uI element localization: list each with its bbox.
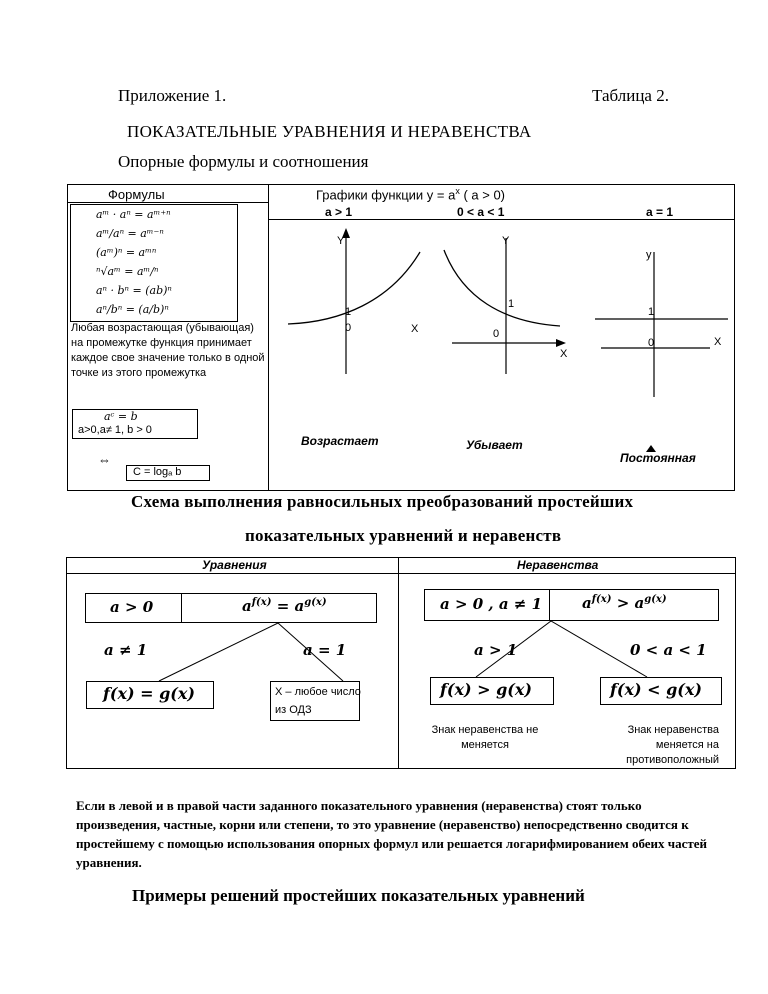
- zero-label: 0: [345, 322, 352, 334]
- equations-header: Уравнения: [202, 558, 267, 572]
- log-def-line2: a>0,a≠ 1, b > 0: [78, 424, 152, 436]
- page-subtitle: Опорные формулы и соотношения: [118, 152, 369, 171]
- formula-list: [96, 205, 236, 319]
- scheme-header-rule: [66, 573, 736, 574]
- log-def-line1: aᶜ = b: [104, 410, 138, 423]
- monotonic-text: Любая возрастающая (убывающая) на промежутке функция принимает каждое свое значение только в одной точке из этого промежутка: [71, 322, 265, 379]
- formula-item: aᵐ · aⁿ = aᵐ⁺ⁿ: [96, 208, 171, 221]
- col-formulas-header: Формулы: [108, 187, 165, 202]
- exp-curve: [444, 250, 560, 326]
- one-label: 1: [345, 306, 352, 318]
- table-header-rule: [67, 202, 268, 203]
- x-axis-arrow: [556, 339, 566, 347]
- graph-header-increasing: a > 1: [325, 205, 353, 219]
- graph-header-decreasing: 0 < a < 1: [457, 205, 505, 219]
- ineq-result-left: f(x) > g(x): [440, 680, 532, 699]
- scheme-title-1: Схема выполнения равносильных преобразований простейших: [131, 492, 634, 511]
- ineq-main: $a^{f(x)} > a^{g(x)}$: [582, 594, 667, 612]
- graph-increasing: [270, 222, 430, 382]
- equivalence-symbol: ⇔: [98, 452, 111, 467]
- graph-header-rule: [268, 219, 735, 220]
- col-graphs-header: Графики функции $у = a^x$ ( a > 0): [316, 186, 506, 203]
- table-label: Таблица 2.: [592, 86, 669, 105]
- y-axis-label: Y: [337, 235, 345, 247]
- inequalities-header: Неравенства: [517, 558, 599, 572]
- y-axis-label: Y: [502, 235, 510, 247]
- graph-constant: [592, 222, 734, 402]
- y-axis-label: y: [646, 249, 652, 261]
- appendix-label: Приложение 1.: [118, 86, 227, 105]
- page-title: ПОКАЗАТЕЛЬНЫЕ УРАВНЕНИЯ И НЕРАВЕНСТВА: [127, 122, 532, 141]
- examples-title: Примеры решений простейших показательных уравнений: [132, 886, 585, 905]
- eq-branch-right: a = 1: [303, 641, 347, 659]
- table-divider: [268, 184, 269, 491]
- caption-decreasing: Убывает: [466, 438, 523, 452]
- eq-result-right: X – любое число из ОДЗ: [275, 686, 361, 716]
- caption-increasing: Возрастает: [301, 434, 379, 448]
- eq-condition: a > 0: [110, 598, 154, 616]
- eq-result-left: f(x) = g(x): [103, 684, 195, 703]
- one-label: 1: [648, 306, 655, 318]
- ineq-top-divider: [549, 589, 550, 621]
- one-label: 1: [508, 298, 515, 310]
- ineq-result-right: f(x) < g(x): [610, 680, 702, 699]
- formula-item: aᵐ/aⁿ = aᵐ⁻ⁿ: [96, 227, 164, 240]
- ineq-branch-right: 0 < a < 1: [630, 641, 707, 659]
- formula-item: (aᵐ)ⁿ = aᵐⁿ: [96, 246, 157, 259]
- formula-item: aⁿ · bⁿ = (ab)ⁿ: [96, 284, 172, 297]
- x-axis-label: X: [560, 348, 568, 360]
- log-result: C = logₐ b: [133, 466, 182, 478]
- eq-top-divider: [181, 593, 182, 623]
- x-axis-label: X: [714, 336, 722, 348]
- eq-branch-left: a ≠ 1: [104, 641, 148, 659]
- ineq-condition: a > 0 , a ≠ 1: [440, 595, 543, 613]
- explanation-paragraph: Если в левой и в правой части заданного показательного уравнения (неравенства) стоят только произведения, частные, корни или степени, то это уравнение (неравенство) непосредственно сводится к простейшему с помощью использования опорных формул или решается логарифмированием обеих частей уравнения.: [76, 798, 708, 870]
- formula-item: aⁿ/bⁿ = (a/b)ⁿ: [96, 303, 169, 316]
- x-axis-label: X: [411, 323, 419, 335]
- scheme-title-2: показательных уравнений и неравенств: [245, 526, 562, 545]
- exp-curve: [288, 252, 420, 324]
- zero-label: 0: [493, 328, 500, 340]
- ineq-note-right: Знак неравенства меняется на противоположный: [626, 724, 719, 766]
- graph-decreasing: [432, 222, 592, 382]
- ineq-branch-left: a > 1: [474, 641, 518, 659]
- formula-item: ⁿ√aᵐ = aᵐ/ⁿ: [96, 265, 159, 278]
- graph-header-constant: a = 1: [646, 205, 674, 219]
- zero-label: 0: [648, 337, 655, 349]
- eq-main: $a^{f(x)} = a^{g(x)}$: [242, 597, 327, 615]
- caption-constant: Постоянная: [620, 451, 696, 465]
- ineq-note-left: Знак неравенства не меняется: [431, 724, 539, 751]
